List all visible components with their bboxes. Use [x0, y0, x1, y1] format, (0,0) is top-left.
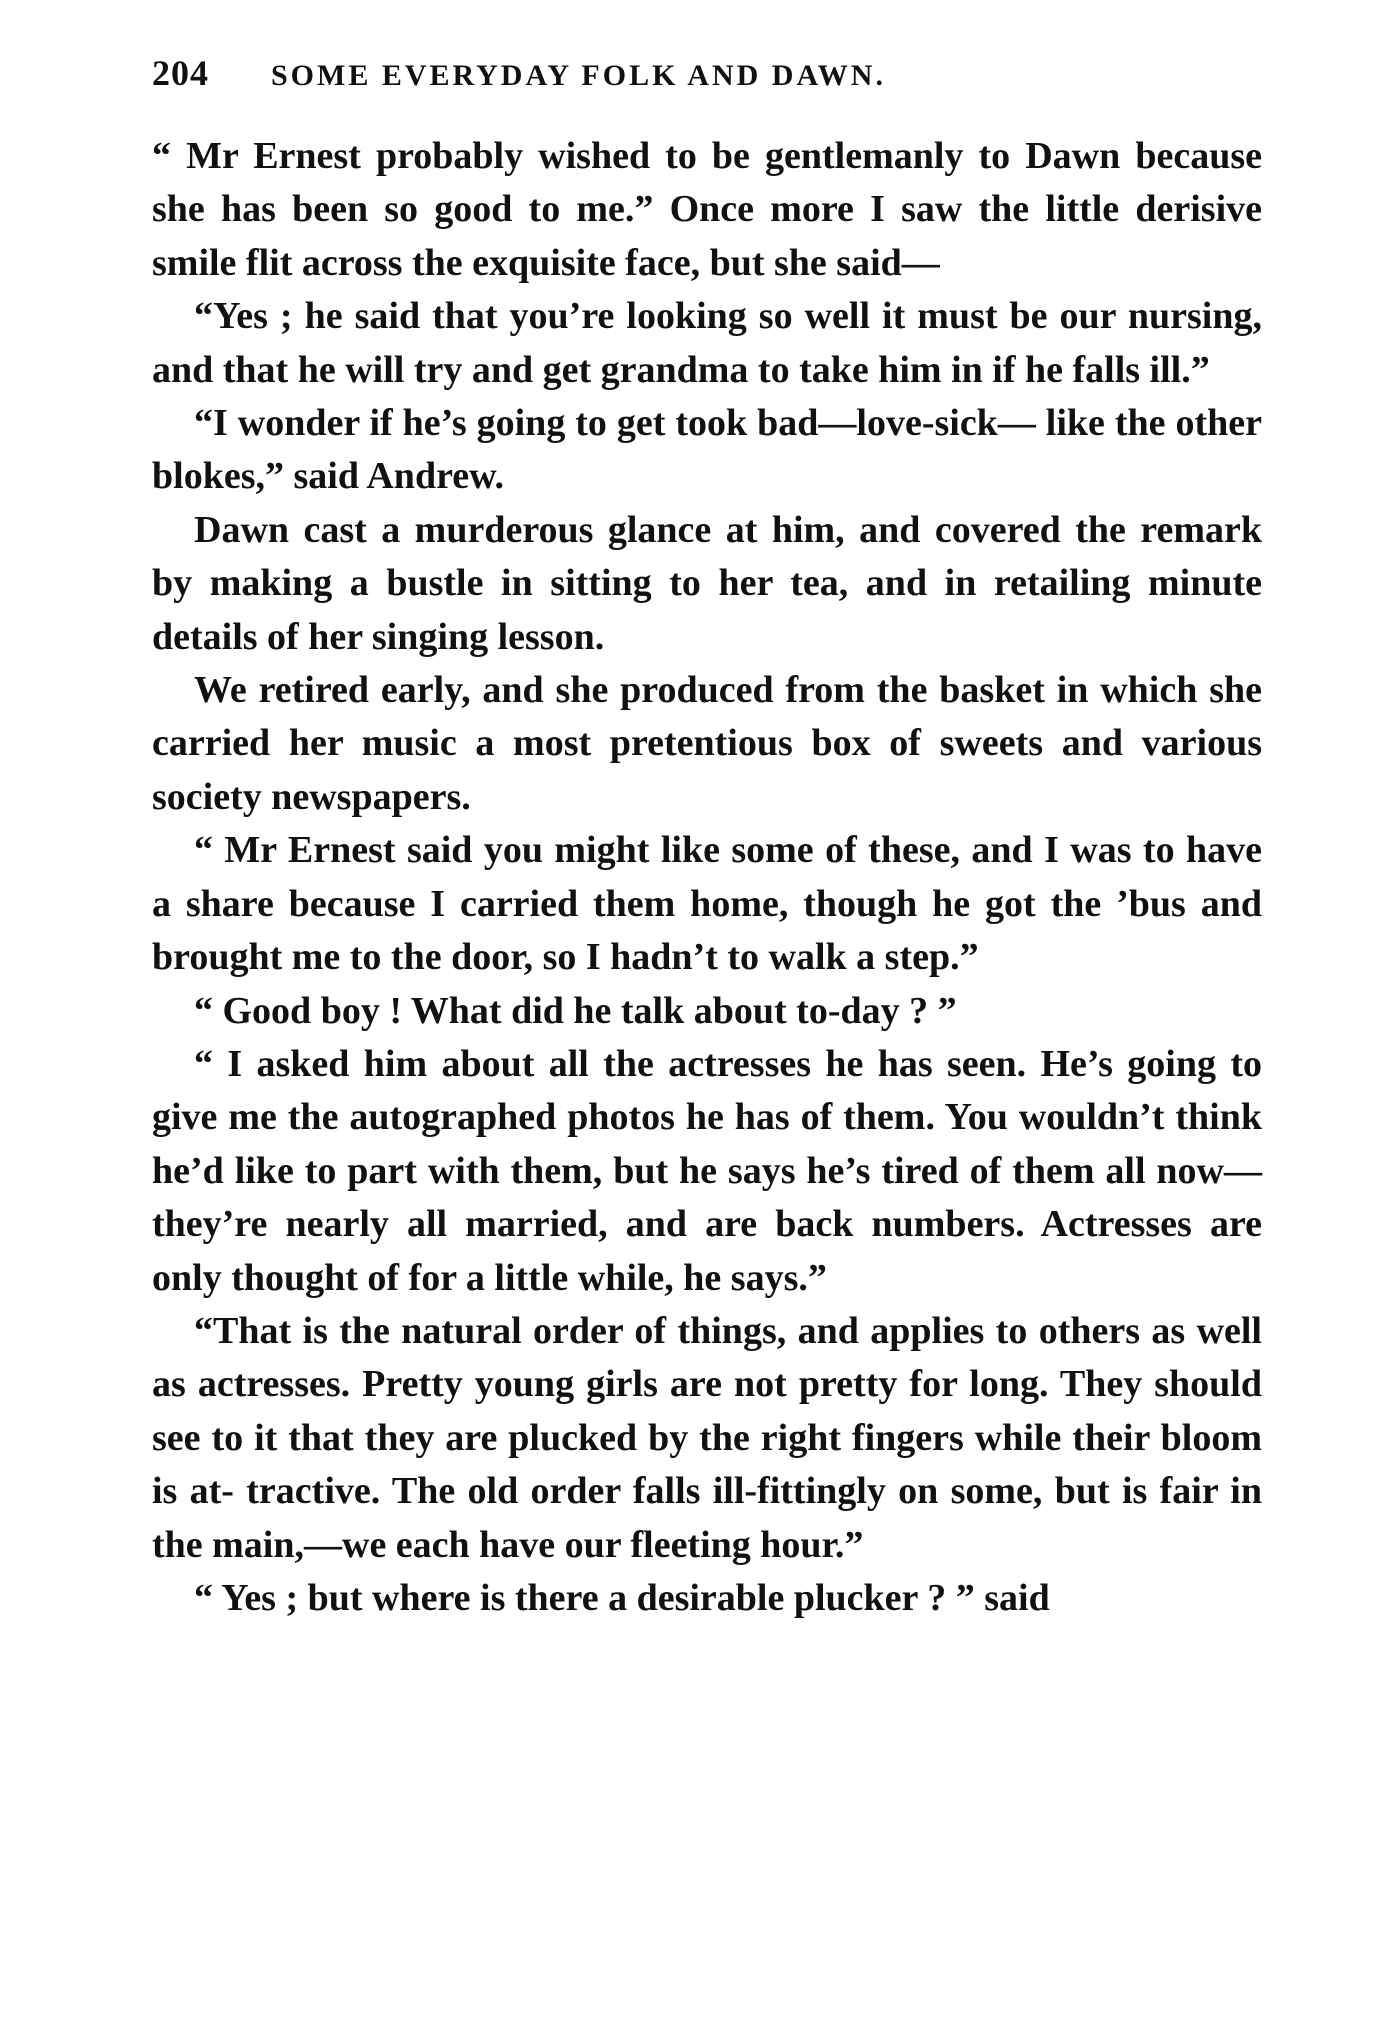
page-number: 204 — [152, 53, 209, 93]
paragraph: “ Yes ; but where is there a desirable plucker ? ” said — [194, 1576, 1050, 1619]
paragraph: “Yes ; he said that you’re looking so well it must be our nursing, and that he will try and get grandma to take him in if he falls ill.” — [152, 295, 1262, 391]
body-text — [152, 130, 1262, 1625]
paragraph: “ Mr Ernest probably wished to be gentlemanly to Dawn because she has been so good to me.” Once more I saw the little derisive smile flit across the exquisite face, but she said— — [152, 135, 1262, 284]
paragraph: “ I asked him about all the actresses he has seen. He’s going to give me the autographed photos he has of them. You wouldn’t think he’d like to part with them, but he says he’s tired of them all now—they’re nearly all married, and are back numbers. Actresses are only thought of for a little while, he says.” — [152, 1042, 1262, 1299]
book-page — [152, 52, 1262, 2002]
paragraph: We retired early, and she produced from the basket in which she carried her music a most pretentious box of sweets and various society newspapers. — [152, 669, 1262, 818]
running-title: SOME EVERYDAY FOLK AND DAWN. — [271, 59, 886, 92]
paragraph: “I wonder if he’s going to get took bad—love-sick— like the other blokes,” said Andrew. — [152, 402, 1262, 498]
paragraph: “ Good boy ! What did he talk about to-day ? ” — [194, 989, 957, 1032]
page-header — [152, 52, 1262, 130]
paragraph: “ Mr Ernest said you might like some of these, and I was to have a share because I carried them home, though he got the ’bus and brought me to the door, so I hadn’t to walk a step.” — [152, 829, 1262, 979]
paragraph: Dawn cast a murderous glance at him, and covered the remark by making a bustle in sitting to her tea, and in retailing minute details of her singing lesson. — [152, 508, 1262, 658]
paragraph: “That is the natural order of things, and applies to others as well as actresses. Pretty young girls are not pretty for long. They should see to it that they are plucked by the right fingers while their bloom is at- tractive. The old order falls ill-fittingly on some, but is fair in the main,—we each have our fleeting hour.” — [152, 1309, 1262, 1566]
